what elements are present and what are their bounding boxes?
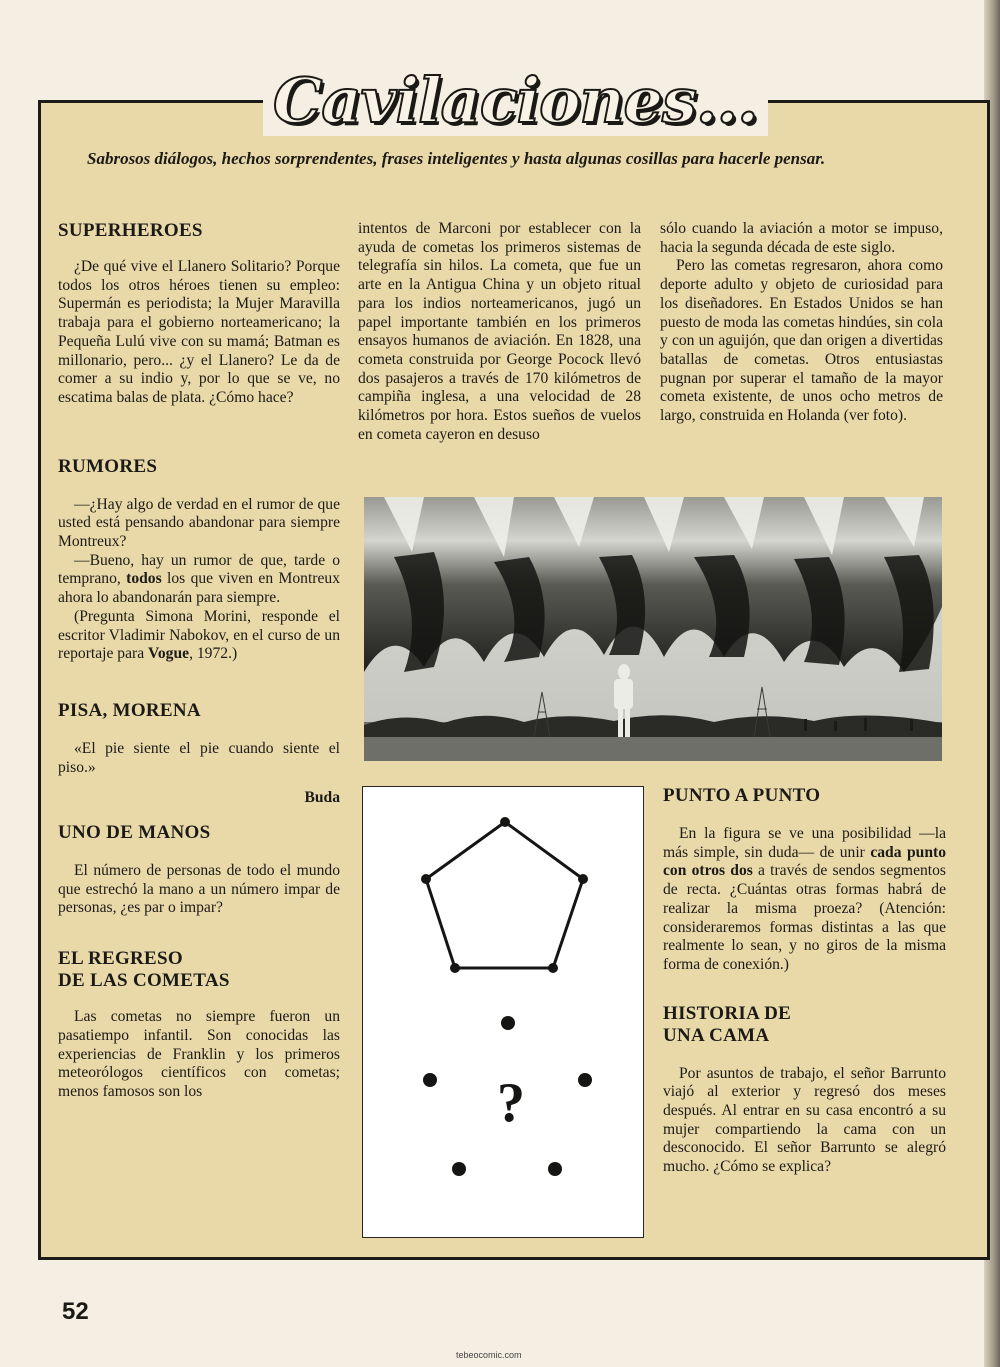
superheroes-body: ¿De qué vive el Llanero Solitario? Porque todos los otros héroes tienen su empleo: Supermán es periodista; la Mujer Maravilla trabaja para el gobierno norteamericano; la Pequeña Lulú vive con su mamá; Batman es millonario, pero... ¿y el Llanero? Le da de comer a su indio y, por lo que se ve, no escatima balas de plata. ¿Cómo hace?: [58, 258, 340, 406]
heading-pisa-morena: PISA, MORENA: [58, 699, 201, 721]
heading-uno-de-manos: UNO DE MANOS: [58, 822, 211, 844]
pisa-quote: «El pie siente el pie cuando siente el piso.»: [58, 739, 340, 776]
puzzle-figure: [362, 786, 644, 1238]
heading-punto-a-punto: PUNTO A PUNTO: [663, 785, 821, 806]
intro-subtitle: Sabrosos diálogos, hechos sorprendentes, frases inteligentes y hasta algunas cosillas para hacerle pensar.: [87, 149, 826, 168]
page-number: 52: [62, 1298, 89, 1325]
rumores-source-bold: Vogue: [148, 645, 190, 663]
column-right-bottom: [663, 785, 946, 1177]
pentagon-outline: [426, 822, 583, 968]
rumores-answer: —Bueno, hay un rumor de que, tarde o temprano, todos los que viven en Montreux ahora lo abandonarán para siempre.: [58, 551, 340, 607]
rumores-answer-bold: todos: [126, 570, 162, 588]
pentagon-vertices: [421, 817, 588, 973]
column-left: [58, 220, 340, 1102]
cometas-body-part4: Pero las cometas regresaron, ahora como deporte adulto y objeto de curiosidad para los diseñadores. En Estados Unidos se han puesto de moda las cometas hindúes, sin cola y con un aguijón, que dan origen a divertidas batallas de cometas. Otros entusiastas pugnan por superar el tamaño de la mayor cometa existente, de unos ocho metros de largo, construida en Holanda (ver foto).: [660, 257, 943, 425]
heading-superheroes: SUPERHEROES: [58, 220, 203, 241]
manos-body: El número de personas de todo el mundo que estrechó la mano a un número impar de personas, ¿es par o impar?: [58, 862, 340, 917]
cometas-body-part3: sólo cuando la aviación a motor se impuso, hacia la segunda década de este siglo.: [660, 220, 943, 256]
column-middle-top: [358, 220, 641, 444]
heading-rumores: RUMORES: [58, 455, 158, 477]
rumores-source: (Pregunta Simona Morini, responde el escritor Vladimir Nabokov, en el curso de un reportaje para Vogue, 1972.): [58, 607, 340, 663]
cometas-body-part2: intentos de Marconi por establecer con la ayuda de cometas los primeros sistemas de telegrafía sin hilos. La cometa, que fue un arte en la Antigua China y un objeto ritual para los indios norteamericanos, jugó un papel importante también en los primeros ensayos humanos de aviación. En 1828, una cometa construida por George Pocock llevó dos pasajeros a través de 170 kilómetros de campiña inglesa, a una velocidad de 28 kilómetros por hora. Estos sueños de vuelos en cometa cayeron en desuso: [358, 220, 641, 443]
title-banner: [263, 66, 768, 136]
rumores-question: —¿Hay algo de verdad en el rumor de que usted está pensando abandonar para siempre Montreux?: [58, 495, 340, 551]
giant-kite-illustration: [364, 497, 942, 761]
question-mark: ?: [497, 1072, 525, 1134]
cometas-body-part1: Las cometas no siempre fueron un pasatiempo infantil. Son conocidas las experiencias de Franklin y los primeros meteorólogos científicos con cometas; menos famosos son los: [58, 1008, 340, 1100]
site-credit: tebeocomic.com: [456, 1350, 522, 1360]
cama-body: Por asuntos de trabajo, el señor Barrunto viajó al exterior y regresó dos meses después. Al entrar en su casa encontró a su mujer compartiendo la cama con un desconocido. El señor Barrunto se alegró mucho. ¿Cómo se explica?: [663, 1064, 946, 1176]
punto-body: En la figura se ve una posibilidad —la más simple, sin duda— de unir cada punto con otros dos a través de sendos segmentos de recta. ¿Cuántas otras formas habrá de realizar la misma proeza? (Atención: consideraremos formas distintas a las que realmente lo sean, y no giros de la misma forma de conexión.): [663, 825, 947, 973]
heading-el-regreso-de-las-cometas: EL REGRESO DE LAS COMETAS: [58, 948, 230, 992]
pentagon-dots-diagram: [363, 787, 645, 1239]
giant-kite-photo: [364, 497, 942, 761]
column-right-top: [660, 220, 943, 426]
heading-historia-de-una-cama: HISTORIA DE UNA CAMA: [663, 1002, 792, 1046]
pisa-author: Buda: [304, 789, 340, 807]
page-title: Cavilaciones...: [273, 64, 758, 137]
punto-body-bold: cada punto con otros dos: [663, 843, 947, 880]
